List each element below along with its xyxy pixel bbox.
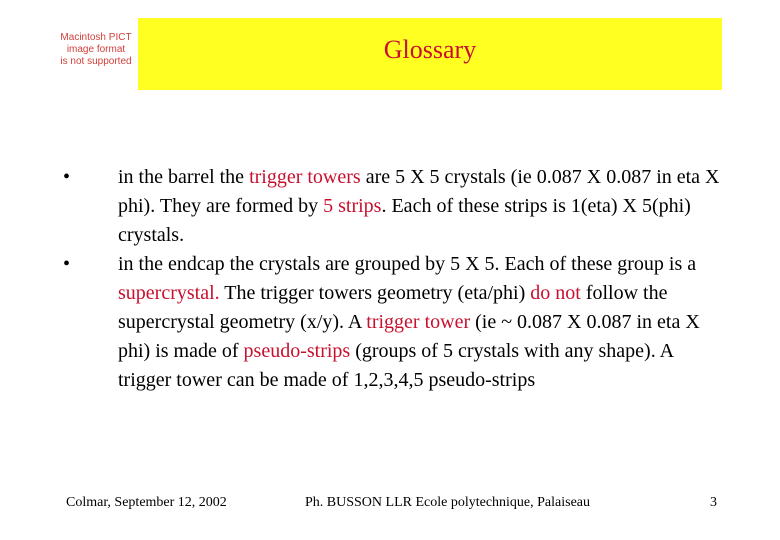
bullet-highlight: trigger tower bbox=[366, 311, 471, 333]
bullet-segment: in the endcap the crystals are grouped by 5 X 5. Each of these group is a bbox=[118, 253, 697, 275]
bullet-segment: (ie ~ 0.087 X 0.087 in eta X phi) is made of bbox=[118, 311, 700, 362]
bullet-item bbox=[60, 250, 725, 395]
page-number: 3 bbox=[710, 495, 717, 510]
bullet-segment: in the barrel the bbox=[118, 166, 250, 188]
footer-date: Colmar, September 12, 2002 bbox=[66, 495, 227, 510]
bullet-segment: (groups of 5 crystals with any shape). A trigger tower can be made of 1,2,3,4,5 pseudo-strips bbox=[118, 340, 673, 391]
slide-content bbox=[60, 163, 725, 395]
bullet-segment: The trigger towers geometry (eta/phi) bbox=[219, 282, 531, 304]
bullet-item bbox=[60, 163, 725, 250]
bullet-highlight: supercrystal. bbox=[118, 282, 220, 304]
pict-unsupported-placeholder bbox=[52, 22, 140, 78]
placeholder-line: image format bbox=[66, 44, 126, 55]
bullet-segment: follow the supercrystal geometry (x/y). A bbox=[118, 282, 668, 333]
bullet-highlight: trigger towers bbox=[249, 166, 361, 188]
bullet-segment: . Each of these strips is 1(eta) X 5(phi) crystals. bbox=[118, 195, 691, 246]
bullet-highlight: do not bbox=[530, 282, 581, 304]
slide-title: Glossary bbox=[383, 35, 477, 64]
bullet-icon: • bbox=[63, 166, 71, 188]
title-bar bbox=[138, 18, 722, 90]
footer-author: Ph. BUSSON LLR Ecole polytechnique, Palaiseau bbox=[305, 495, 591, 510]
bullet-icon: • bbox=[63, 253, 71, 275]
placeholder-line: is not supported bbox=[60, 56, 132, 67]
bullet-highlight: 5 strips bbox=[323, 195, 382, 217]
bullet-segment: are 5 X 5 crystals (ie 0.087 X 0.087 in eta X phi). They are formed by bbox=[118, 166, 720, 217]
bullet-highlight: pseudo-strips bbox=[243, 340, 351, 362]
bullet-text bbox=[118, 250, 725, 395]
bullet-text bbox=[118, 163, 725, 250]
placeholder-line: Macintosh PICT bbox=[60, 32, 132, 43]
